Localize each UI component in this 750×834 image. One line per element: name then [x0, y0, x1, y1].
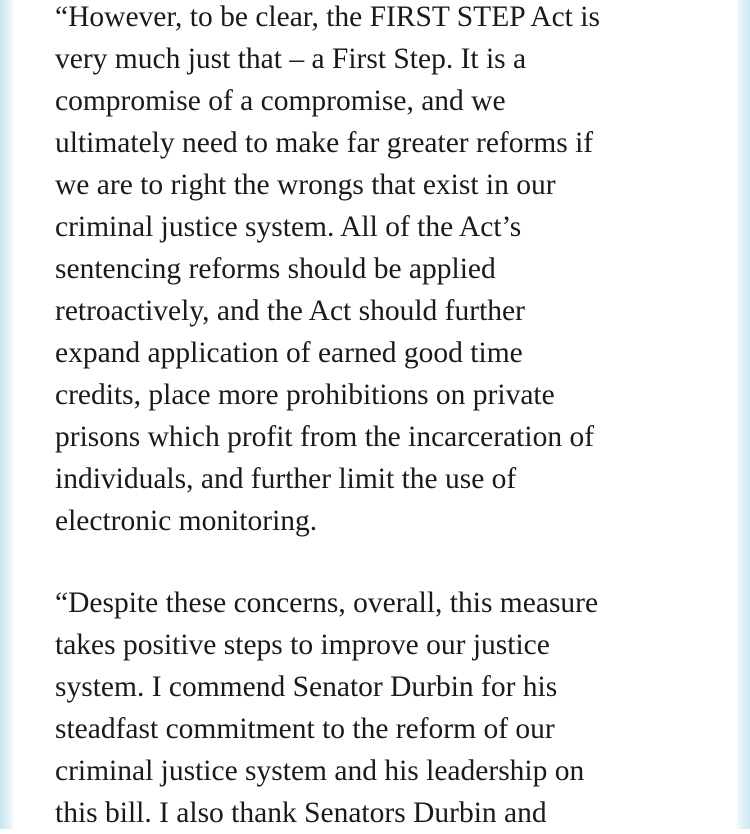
paragraph-line: expand application of earned good time: [55, 337, 523, 369]
paragraph-line: electronic monitoring.: [55, 505, 318, 537]
paragraph-line: criminal justice system and his leadership on: [55, 755, 585, 787]
paragraph-line: individuals, and further limit the use of: [55, 463, 517, 495]
paragraph-line: we are to right the wrongs that exist in our: [55, 169, 556, 201]
paragraph-line: compromise of a compromise, and we: [55, 85, 506, 117]
paragraph-1: [55, 0, 705, 542]
paragraph-line: prisons which profit from the incarceration of: [55, 421, 595, 453]
paragraph-line: system. I commend Senator Durbin for his: [55, 671, 558, 703]
paragraph-line: “Despite these concerns, overall, this measure: [55, 587, 599, 619]
left-edge-tint: [0, 0, 13, 829]
right-edge-tint: [737, 0, 750, 829]
paragraph-line: sentencing reforms should be applied: [55, 253, 496, 285]
paragraph-line: retroactively, and the Act should further: [55, 295, 525, 327]
paragraph-line: ultimately need to make far greater reforms if: [55, 127, 594, 159]
paragraph-line: this bill. I also thank Senators Durbin and: [55, 797, 547, 829]
paragraph-line: credits, place more prohibitions on private: [55, 379, 555, 411]
paragraph-line: steadfast commitment to the reform of our: [55, 713, 555, 745]
paragraph-line: very much just that – a First Step. It is a: [55, 43, 527, 75]
paragraph-line: “However, to be clear, the FIRST STEP Act is: [55, 1, 600, 33]
document-page: [13, 0, 737, 829]
paragraph-2: [55, 582, 705, 834]
paragraph-line: criminal justice system. All of the Act’s: [55, 211, 522, 243]
paragraph-line: takes positive steps to improve our justice: [55, 629, 550, 661]
